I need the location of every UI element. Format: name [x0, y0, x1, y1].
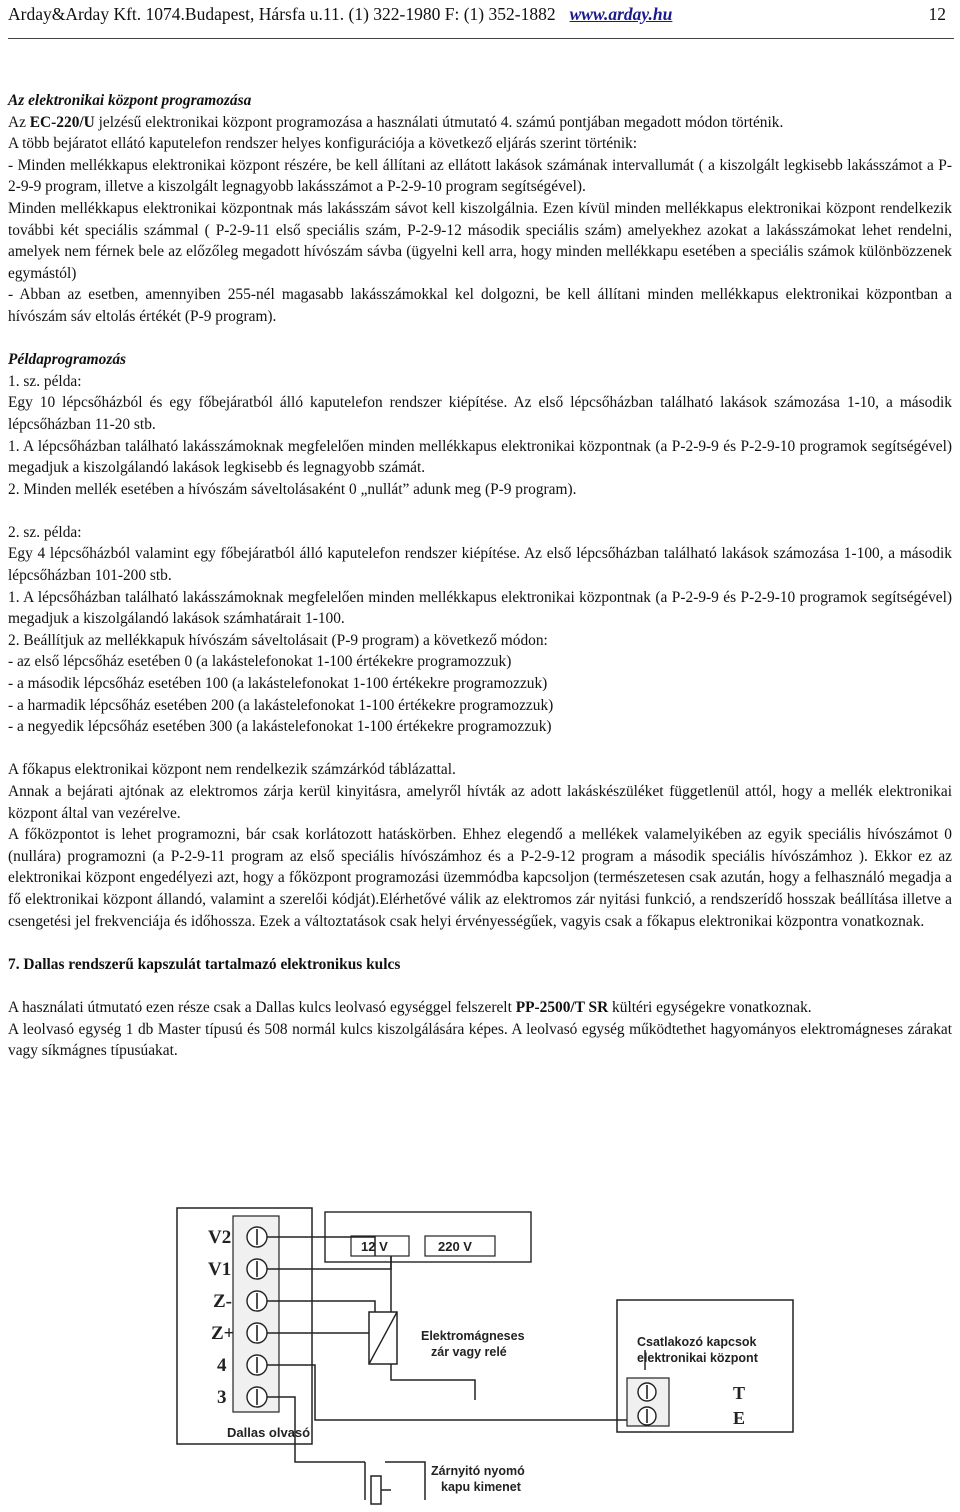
product-code: PP-2500/T SR	[515, 998, 609, 1016]
lock-label-line1: Elektromágneses	[421, 1329, 525, 1343]
terminal-label: Z-	[213, 1291, 232, 1312]
example-label: 2. sz. példa:	[8, 523, 82, 541]
reader-terminals	[208, 1227, 235, 1408]
central-label-line2: elektronikai központ	[637, 1351, 758, 1365]
paragraph: 2. Minden mellék esetében a hívószám sáveltolásaként 0 „nullát” adunk meg (P-9 program).	[8, 480, 577, 498]
paragraph: A leolvasó egység 1 db Master típusú és 508 normál kulcs kiszolgálására képes. A leolvasó egység működtethet hagyományos elektromágneses zárakat vagy síkmágnes típusúakat.	[8, 1020, 952, 1060]
psu-12v-label: 12 V	[361, 1239, 388, 1254]
list-item: - a második lépcsőház esetében 100 (a lakástelefonokat 1-100 értékekre programozzuk)	[8, 675, 548, 693]
paragraph: Annak a bejárati ajtónak az elektromos zárja kerül kinyitásra, amelyről hívták az adott lakáskészüléket függetlenül attól, hogy a mellék elektronikai központ által van vezérelve.	[8, 783, 952, 822]
terminal-label: V2	[208, 1227, 232, 1248]
dallas-reader-label: Dallas olvasó	[227, 1425, 311, 1440]
list-item: - a negyedik lépcsőház esetében 300 (a lakástelefonokat 1-100 értékekre programozzuk)	[8, 718, 552, 736]
paragraph: A főkapus elektronikai központ nem rendelkezik számzárkód táblázattal.	[8, 761, 456, 779]
paragraph: A több bejáratot ellátó kaputelefon rendszer helyes konfigurációja a következő eljárás szerint történik:	[8, 135, 638, 153]
paragraph: A főközpontot is lehet programozni, bár csak korlátozott hatáskörben. Ehhez elegendő a mellékek valamelyikében az egyik speciális hívószámot 0 (nullára) programozni (a P-2-9-11 program az első speciális hívószámhoz és a P-2-9-12 program a második speciális hívószámhoz ). Ekkor ez az elektronikai központ engedélyezi azt, hogy a főközpont programozási üzemmódba kapcsoljon (természetesen csak azután, hogy a felhasználó megadja a fő elektronikai központ állandó, valamint a szerelői kódját).Elérhetővé válik az elektromos zár nyitási funkció, a rendszerídő hosszak beállítása illetve a csengetési jel frekvenciája és időhossza. Ezek a változtatások csak helyi érvényességűek, vagyis csak a főkapus elektronikai központra vonatkoznak.	[8, 826, 952, 930]
document-body	[8, 90, 952, 1062]
header-url-link[interactable]: www.arday.hu	[569, 4, 673, 24]
page-header	[8, 4, 946, 34]
central-t-label: T	[733, 1383, 746, 1403]
terminal-label: Z+	[211, 1323, 235, 1344]
paragraph: A használati útmutató ezen része csak a Dallas kulcs leolvasó egységgel felszerelt PP-2500/T SR kültéri egységekre vonatkoznak.	[8, 998, 812, 1016]
paragraph: 1. A lépcsőházban található lakásszámoknak megfelelően minden mellékkapus elektronikai központnak (a P-2-9-9 és P-2-9-10 programok segítségével) megadjuk a kiszolgálandó lakások számhatárait 1-100.	[8, 588, 952, 628]
list-item: - a harmadik lépcsőház esetében 200 (a lakástelefonokat 1-100 értékekre programozzuk)	[8, 696, 554, 714]
intro-paragraph: Az EC-220/U jelzésű elektronikai központ programozása a használati útmutató 4. számú pontjában megadott módon történik.	[8, 113, 784, 131]
section-title: Az elektronikai központ programozása	[8, 92, 252, 109]
button-label-line1: Zárnyitó nyomó	[431, 1464, 525, 1478]
paragraph: Minden mellékkapus elektronikai központnak más lakásszám sávot kell kiszolgálnia. Ezen kívül minden mellékkapus elektronikai központ rendelkezik további két speciális számmal ( P-2-9-11 első speciális szám, P-2-9-12 második speciális szám) amelyekhez azokat a lakásszámokat lehet rendelni, amelyek nem férnek bele az előzőleg megadott hívószám sávba (ügyelni kell arra, hogy minden mellékkapu esetében a speciális számok különbözzenek egymástól)	[8, 199, 952, 282]
central-label-line1: Csatlakozó kapcsok	[637, 1335, 757, 1349]
model-code: EC-220/U	[29, 113, 95, 131]
button-label-line2: kapu kimenet	[441, 1480, 521, 1494]
section7-title: 7. Dallas rendszerű kapszulát tartalmazó elektronikus kulcs	[8, 955, 401, 973]
terminal-label: 4	[217, 1355, 227, 1376]
paragraph: Egy 4 lépcsőházból valamint egy főbejáratból álló kaputelefon rendszer kiépítése. Az első lépcsőházban található lakások számozása 1-100, a második lépcsőházban 101-200 stb.	[8, 545, 952, 585]
lock-label-line2: zár vagy relé	[431, 1345, 507, 1359]
terminal-label: V1	[208, 1259, 232, 1280]
paragraph: 1. A lépcsőházban található lakásszámoknak megfelelően minden mellékkapus elektronikai központnak (a P-2-9-9 és P-2-9-10 programok segítségével) megadjuk a kiszolgálandó lakások legkisebb és legnagyobb számát.	[8, 437, 952, 477]
psu-220v-label: 220 V	[438, 1239, 472, 1254]
terminal-label: 3	[217, 1387, 227, 1408]
paragraph: 2. Beállítjuk az mellékkapuk hívószám sáveltolásait (P-9 program) a következő módon:	[8, 631, 548, 649]
push-button-symbol	[365, 1462, 391, 1504]
header-company: Arday&Arday Kft. 1074.Budapest, Hársfa u.11. (1) 322-1980 F: (1) 352-1882 www.arday.hu	[8, 4, 673, 24]
page-number: 12	[928, 4, 946, 24]
paragraph: Egy 10 lépcsőházból és egy főbejáratból álló kaputelefon rendszer kiépítése. Az első lépcsőházban található lakások számozása 1-10, a második lépcsőházban 11-20 stb.	[8, 394, 952, 433]
wiring-diagram	[175, 1200, 795, 1512]
central-e-label: E	[733, 1408, 746, 1428]
header-divider	[8, 38, 954, 39]
example-label: 1. sz. példa:	[8, 372, 82, 390]
paragraph: - Minden mellékkapus elektronikai központ részére, be kell állítani az ellátott lakások számának intervallumát ( a kiszolgált legkisebb lakásszámot a P-2-9-9 program, illetve a kiszolgált legnagyobb lakásszámot a P-2-9-10 program segítségével).	[8, 156, 952, 196]
paragraph: - Abban az esetben, amennyiben 255-nél magasabb lakásszámokkal kel dolgozni, be kell állítani minden mellékkapus elektronikai központban a hívószám sáv eltolás értékét (P-9 program).	[8, 286, 952, 325]
examples-title: Példaprogramozás	[8, 351, 126, 369]
wires	[267, 1237, 645, 1500]
list-item: - az első lépcsőház esetében 0 (a lakástelefonokat 1-100 értékekre programozzuk)	[8, 653, 512, 671]
